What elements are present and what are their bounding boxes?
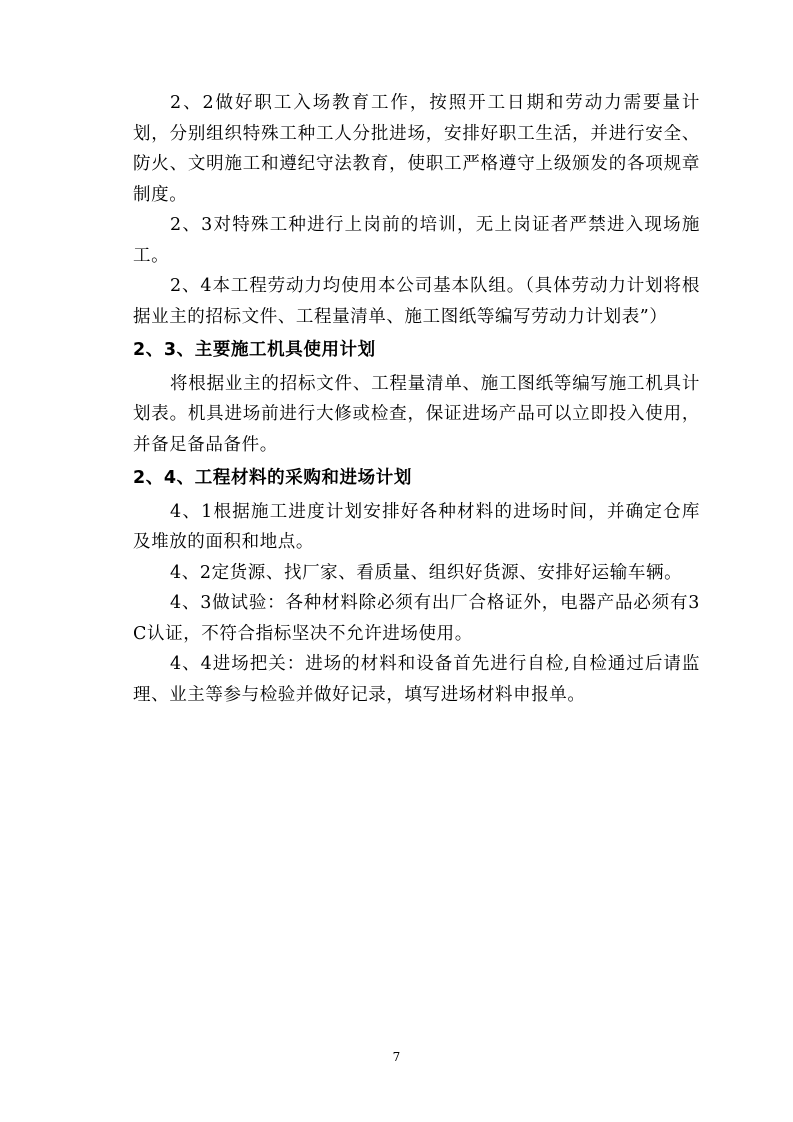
paragraph-2-3: 2、3对特殊工种进行上岗前的培训，无上岗证者严禁进入现场施工。 xyxy=(133,215,700,266)
section-heading-equipment: 2、3、主要施工机具使用计划 xyxy=(133,340,376,360)
paragraph-2-4: 2、4本工程劳动力均使用本公司基本队组。（具体劳动力计划将根据业主的招标文件、工程量清单、施工图纸等编写劳动力计划表”） xyxy=(133,276,700,327)
paragraph-4-2: 4、2定货源、找厂家、看质量、组织好货源、安排好运输车辆。 xyxy=(170,562,683,583)
paragraph-4-3: 4、3做试验：各种材料除必须有出厂合格证外，电器产品必须有3C认证，不符合指标坚决不允许进场使用。 xyxy=(133,593,700,644)
paragraph-equipment-plan: 将根据业主的招标文件、工程量清单、施工图纸等编写施工机具计划表。机具进场前进行大修或检查，保证进场产品可以立即投入使用，并备足备品备件。 xyxy=(133,373,700,455)
document-body xyxy=(133,88,700,710)
paragraph-2-2: 2、2做好职工入场教育工作，按照开工日期和劳动力需要量计划，分别组织特殊工种工人分批进场，安排好职工生活，并进行安全、防火、文明施工和遵纪守法教育，使职工严格遵守上级颁发的各项规章制度。 xyxy=(133,93,700,205)
paragraph-4-4: 4、4进场把关：进场的材料和设备首先进行自检,自检通过后请监理、业主等参与检验并做好记录，填写进场材料申报单。 xyxy=(133,654,700,705)
section-heading-materials: 2、4、工程材料的采购和进场计划 xyxy=(133,468,412,488)
page-number: 7 xyxy=(392,1050,401,1064)
paragraph-4-1: 4、1根据施工进度计划安排好各种材料的进场时间，并确定仓库及堆放的面积和地点。 xyxy=(133,501,700,552)
